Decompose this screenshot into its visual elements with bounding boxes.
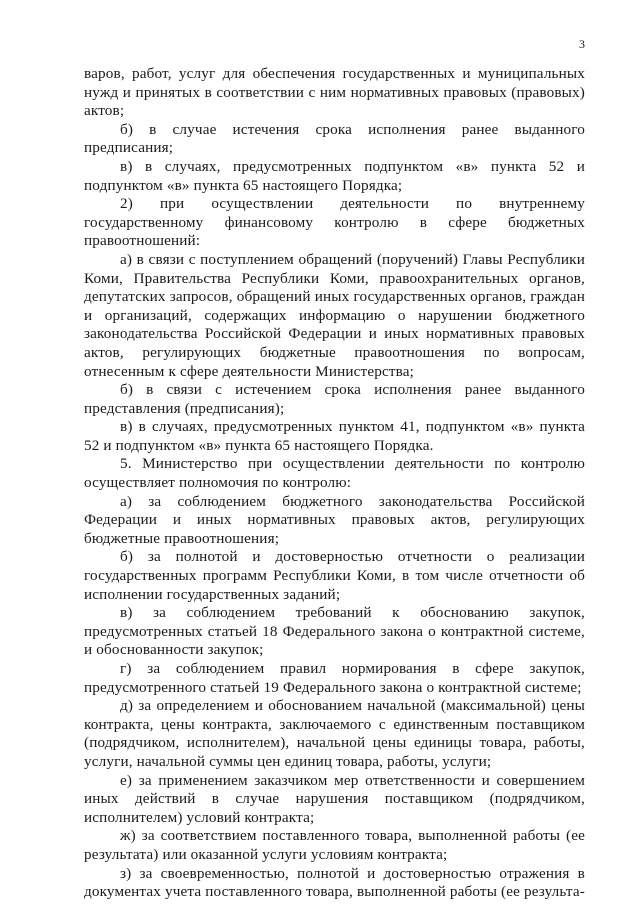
paragraph: з) за своевременностью, полнотой и достоверностью отражения в документах учета поставленного товара, выполненной работы (ее результа- xyxy=(84,864,585,901)
paragraph: варов, работ, услуг для обеспечения государственных и муниципальных нужд и принятых в соответствии с ним нормативных правовых (правовых) актов; xyxy=(84,65,585,120)
paragraph: в) в случаях, предусмотренных подпунктом «в» пункта 52 и подпунктом «в» пункта 65 настоящего Порядка; xyxy=(84,157,585,194)
paragraph: 5. Министерство при осуществлении деятельности по контролю осуществляет полномочия по контролю: xyxy=(84,455,585,492)
paragraph: в) в случаях, предусмотренных пунктом 41, подпунктом «в» пункта 52 и подпунктом «в» пункта 65 настоящего Порядка. xyxy=(84,418,585,454)
paragraph: в) за соблюдением требований к обоснованию закупок, предусмотренных статьей 18 Федерального закона о контрактной системе, и обоснованности закупок; xyxy=(84,604,585,659)
paragraph: г) за соблюдением правил нормирования в сфере закупок, предусмотренного статьей 19 Федерального закона о контрактной системе; xyxy=(84,660,585,696)
paragraph: а) в связи с поступлением обращений (поручений) Главы Республики Коми, Правительства Республики Коми, правоохранительных органов, депутатских запросов, обращений иных государственных органов, граждан и организаций, содержащих информацию о нарушении бюджетного законодательства Российской Федерации и иных нормативных правовых актов, регулирующих бюджетные правоотношения по вопросам, отнесенным к сфере деятельности Министерства; xyxy=(84,250,585,380)
paragraph: е) за применением заказчиком мер ответственности и совершением иных действий в случае нарушения поставщиком (подрядчиком, исполнителем) условий контракта; xyxy=(84,771,585,826)
page-number: 3 xyxy=(579,37,585,51)
paragraph: б) в связи с истечением срока исполнения ранее выданного представления (предписания); xyxy=(84,381,585,417)
paragraph: б) в случае истечения срока исполнения ранее выданного предписания; xyxy=(84,120,585,157)
paragraph: ж) за соответствием поставленного товара, выполненной работы (ее результата) или оказанной услуги условиям контракта; xyxy=(84,827,585,863)
paragraph: а) за соблюдением бюджетного законодательства Российской Федерации и иных нормативных правовых актов, регулирующих бюджетные правоотношения; xyxy=(84,492,585,547)
paragraph: д) за определением и обоснованием начальной (максимальной) цены контракта, цены контракта, заключаемого с единственным поставщиком (подрядчиком, исполнителем), начальной цены единицы товара, работы, услуги, начальной суммы цен единиц товара, работы, услуги; xyxy=(84,697,585,770)
document-body xyxy=(84,65,585,902)
paragraph: 2) при осуществлении деятельности по внутреннему государственному финансовому контролю в сфере бюджетных правоотношений: xyxy=(84,195,585,250)
paragraph: б) за полнотой и достоверностью отчетности о реализации государственных программ Республики Коми, в том числе отчетности об исполнении государственных заданий; xyxy=(84,548,585,603)
